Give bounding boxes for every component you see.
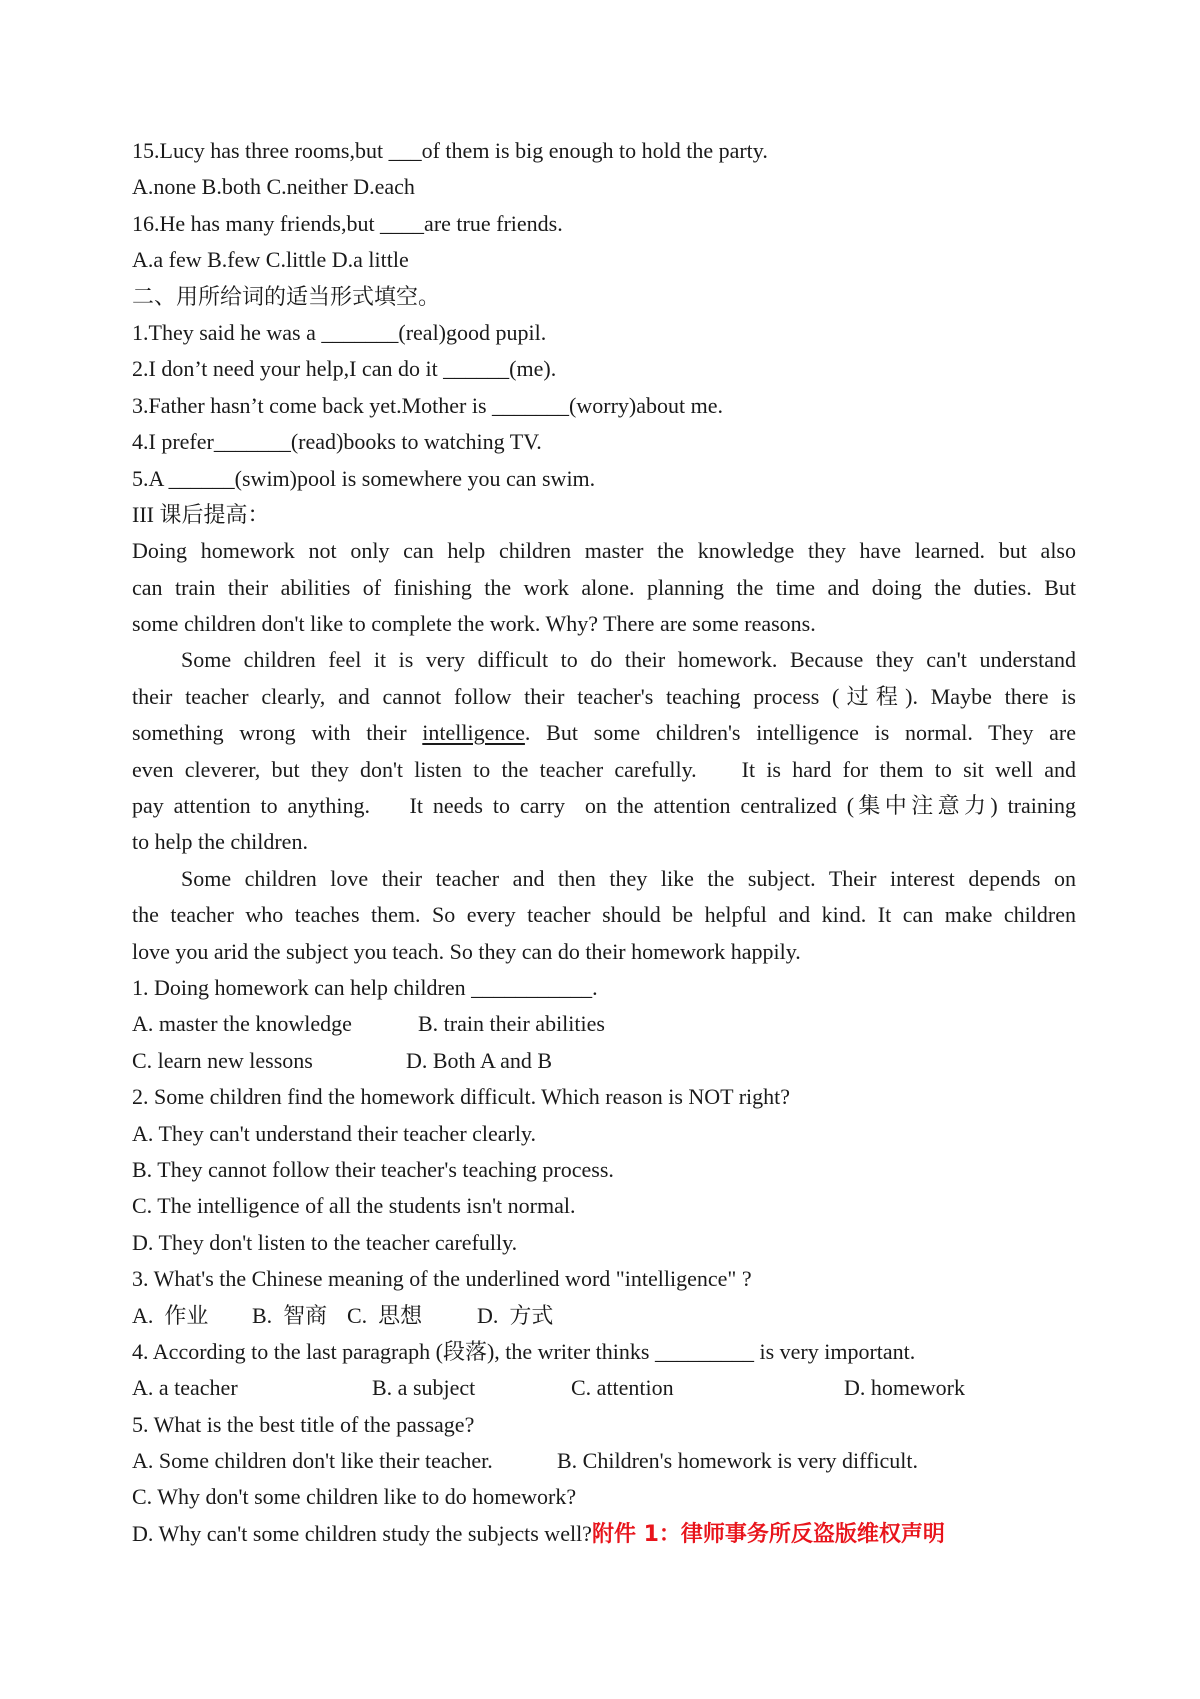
option-c: C. The intelligence of all the students isn't normal. [132, 1193, 576, 1219]
question-4-options [132, 1370, 1076, 1406]
option-b: B. Children's homework is very difficult. [557, 1448, 919, 1474]
question-5: 5. What is the best title of the passage? [132, 1411, 475, 1437]
passage-p2-line: even cleverer, but they don't listen to the teacher carefully. It is hard for them to sit well and [132, 756, 1076, 782]
question-1-options-ab [132, 1006, 1076, 1042]
underlined-word: intelligence [422, 720, 525, 746]
passage-text: . But some children's intelligence is normal. They are [524, 720, 1076, 746]
passage-p1-line: some children don't like to complete the work. Why? There are some reasons. [132, 611, 816, 637]
question-5-options-ab [132, 1443, 1076, 1479]
option-d: D. homework [844, 1375, 965, 1401]
passage-p1-line: Doing homework not only can help children master the knowledge they have learned. but also [132, 538, 1076, 564]
question-1: 1. Doing homework can help children ___________. [132, 974, 598, 1000]
passage-text: something wrong with their [132, 720, 423, 746]
question-16-options: A.a few B.few C.little D.a little [132, 247, 409, 273]
option-d: D. Why can't some children study the subjects well? [132, 1520, 592, 1546]
passage-p2-line: to help the children. [132, 829, 308, 855]
fill-blank-item-5: 5.A ______(swim)pool is somewhere you can swim. [132, 465, 596, 491]
option-a: A. They can't understand their teacher clearly. [132, 1120, 537, 1146]
fill-blank-item-2: 2.I don’t need your help,I can do it ______(me). [132, 356, 557, 382]
appendix-notice: 附件 1：律师事务所反盗版维权声明 [591, 1521, 945, 1547]
option-a: A. Some children don't like their teacher. [132, 1448, 493, 1474]
question-15-options: A.none B.both C.neither D.each [132, 174, 415, 200]
option-a: A. a teacher [132, 1375, 238, 1401]
option-c: C. 思想 [347, 1302, 423, 1328]
option-b: B. train their abilities [418, 1011, 605, 1037]
option-d: D. Both A and B [406, 1047, 553, 1073]
fill-blank-item-4: 4.I prefer_______(read)books to watching TV. [132, 429, 542, 455]
option-c: C. Why don't some children like to do homework? [132, 1484, 577, 1510]
question-5-option-d-line [132, 1516, 1076, 1552]
question-1-options-cd [132, 1043, 1076, 1079]
option-a: A. master the knowledge [132, 1011, 352, 1037]
question-16: 16.He has many friends,but ____are true friends. [132, 210, 563, 236]
option-c: C. learn new lessons [132, 1047, 313, 1073]
question-3-options [132, 1298, 1076, 1334]
passage-p3-line: Some children love their teacher and then they like the subject. Their interest depends on [181, 865, 1076, 891]
passage-p1-line: can train their abilities of finishing the work alone. planning the time and doing the duties. But [132, 574, 1076, 600]
option-b: B. 智商 [252, 1302, 328, 1328]
section-three-heading: III 课后提高： [132, 501, 270, 527]
passage-p2-line: their teacher clearly, and cannot follow their teacher's teaching process (过程). Maybe there is [132, 683, 1076, 709]
document-body [132, 133, 1076, 1552]
fill-blank-item-3: 3.Father hasn’t come back yet.Mother is _______(worry)about me. [132, 392, 724, 418]
option-a: A. 作业 [132, 1302, 209, 1328]
passage-p3-line: the teacher who teaches them. So every teacher should be helpful and kind. It can make children [132, 902, 1076, 928]
question-4: 4. According to the last paragraph (段落), the writer thinks _________ is very important. [132, 1338, 916, 1364]
passage-p2-line: Some children feel it is very difficult to do their homework. Because they can't understand [181, 647, 1076, 673]
fill-blank-item-1: 1.They said he was a _______(real)good pupil. [132, 319, 547, 345]
question-3: 3. What's the Chinese meaning of the underlined word "intelligence" ? [132, 1266, 752, 1292]
passage-p2-line: pay attention to anything. It needs to carry on the attention centralized (集中注意力) training [132, 793, 1076, 819]
passage-p2-line [132, 715, 1076, 751]
option-d: D. 方式 [477, 1302, 554, 1328]
option-c: C. attention [571, 1375, 674, 1401]
option-d: D. They don't listen to the teacher carefully. [132, 1229, 518, 1255]
question-2: 2. Some children find the homework difficult. Which reason is NOT right? [132, 1084, 791, 1110]
option-b: B. They cannot follow their teacher's teaching process. [132, 1156, 614, 1182]
option-b: B. a subject [372, 1375, 476, 1401]
passage-p3-line: love you arid the subject you teach. So they can do their homework happily. [132, 938, 801, 964]
section-two-heading: 二、用所给词的适当形式填空。 [132, 283, 441, 309]
question-15: 15.Lucy has three rooms,but ___of them is big enough to hold the party. [132, 138, 768, 163]
